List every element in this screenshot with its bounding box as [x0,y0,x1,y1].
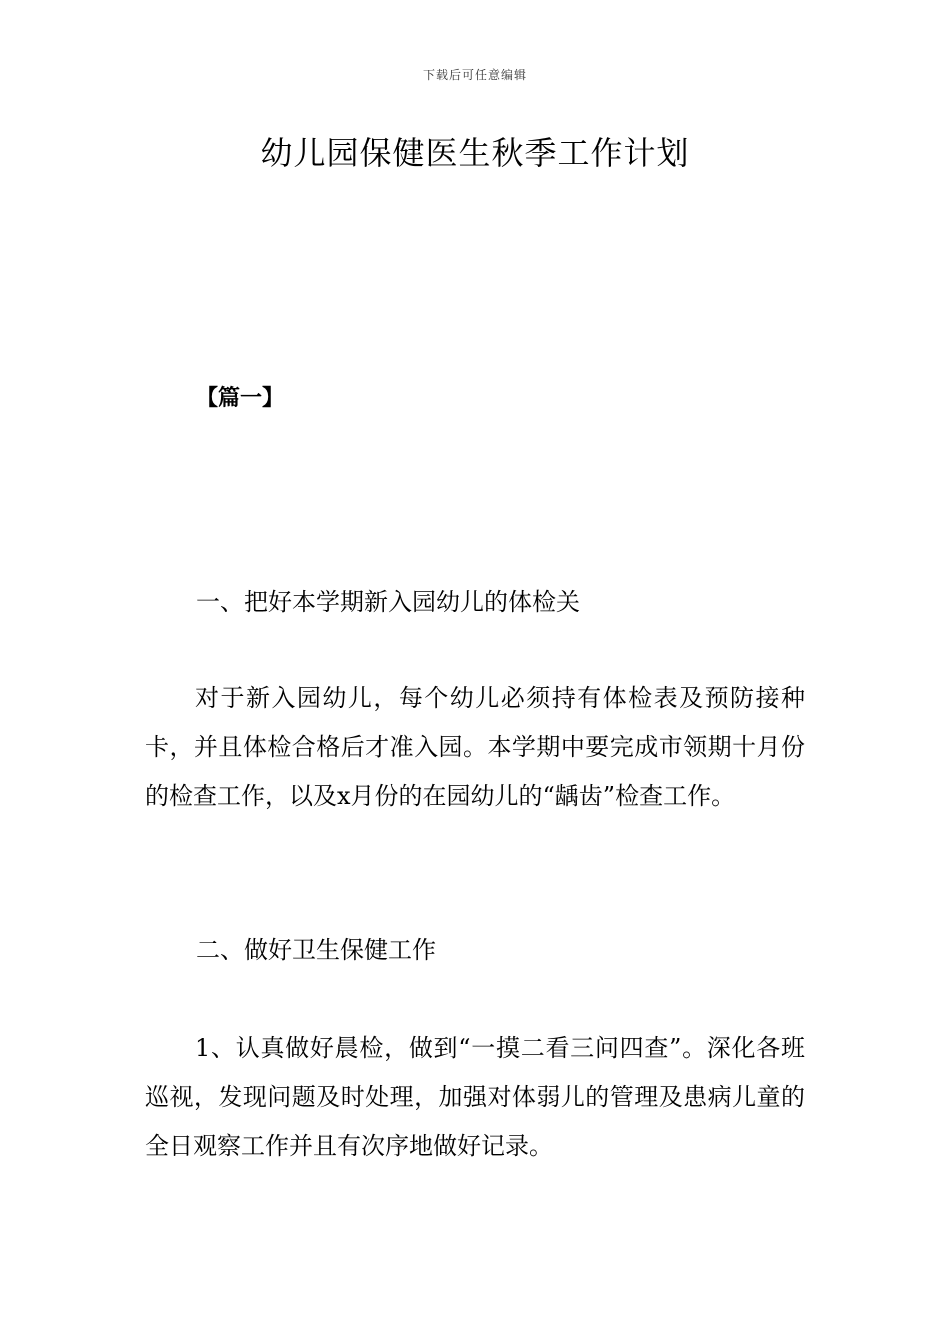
section-label: 【篇一】 [196,385,285,411]
section-paragraph-1: 对于新入园幼儿，每个幼儿必须持有体检表及预防接种卡，并且体检合格后才准入园。本学期中要完成市领期十月份的检查工作，以及x月份的在园幼儿的“龋齿”检查工作。 [145,684,805,810]
header-note: 下载后可任意编辑 [422,68,527,82]
section-heading-2: 二、做好卫生保健工作 [196,936,436,964]
document-title: 幼儿园保健医生秋季工作计划 [260,134,690,172]
section-paragraph-2: 1、认真做好晨检，做到“一摸二看三问四查”。深化各班巡视，发现问题及时处理，加强对体弱儿的管理及患病儿童的全日观察工作并且有次序地做好记录。 [145,1034,805,1160]
section-heading-1: 一、把好本学期新入园幼儿的体检关 [196,588,580,616]
